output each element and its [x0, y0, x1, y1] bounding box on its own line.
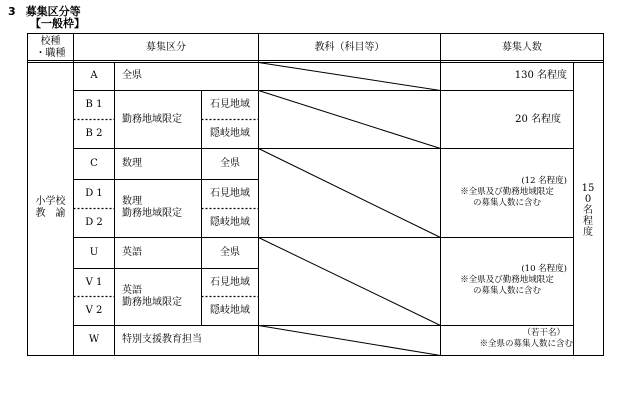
total-count: 150名程度 — [581, 183, 595, 238]
label-B: 勤務地域限定 — [122, 114, 182, 125]
sub-B1: 石見地域 — [210, 99, 250, 110]
school-type-cell: 小学校 教 諭 — [35, 196, 66, 219]
section-subtitle: 【一般枠】 — [30, 17, 85, 30]
sub-D1: 石見地域 — [210, 188, 250, 199]
code-W: W — [88, 334, 100, 345]
code-D1: D 1 — [85, 188, 103, 199]
header-subject: 教科（科目等） — [314, 42, 385, 53]
sub-D2: 隠岐地域 — [210, 217, 250, 228]
code-D2: D 2 — [85, 217, 103, 228]
count-B: 20 名程度 — [515, 114, 561, 125]
code-B1: B 1 — [85, 99, 103, 110]
sub-V1: 石見地域 — [210, 277, 250, 288]
area-A: 全県 — [122, 70, 142, 81]
section-title: 募集区分等 — [25, 5, 81, 18]
header-school-type: 校種 ・職種 — [35, 36, 66, 59]
subject-C: 数理 — [122, 158, 142, 169]
code-V2: V 2 — [85, 305, 103, 316]
code-U: U — [89, 247, 99, 258]
count-CD: (12 名程度) ※全県及び勤務地域限定 の募集人数に含む — [460, 176, 567, 208]
area-U: 全県 — [220, 247, 240, 258]
header-category: 募集区分 — [146, 42, 186, 53]
count-W: （若干名） ※全県の募集人数に含む — [479, 328, 573, 349]
header-count: 募集人数 — [502, 42, 542, 53]
code-V1: V 1 — [85, 277, 103, 288]
code-A: A — [90, 70, 98, 81]
subject-U: 英語 — [122, 247, 142, 258]
code-B2: B 2 — [85, 128, 103, 139]
label-V: 英語 勤務地域限定 — [122, 285, 182, 308]
sub-B2: 隠岐地域 — [210, 128, 250, 139]
sub-V2: 隠岐地域 — [210, 305, 250, 316]
label-D: 数理 勤務地域限定 — [122, 196, 182, 219]
code-C: C — [90, 158, 98, 169]
label-W: 特別支援教育担当 — [122, 334, 202, 345]
count-A: 130 名程度 — [514, 70, 567, 81]
count-UV: (10 名程度) ※全県及び勤務地域限定 の募集人数に含む — [460, 264, 567, 296]
section-number: 3 — [8, 5, 16, 18]
area-C: 全県 — [220, 158, 240, 169]
